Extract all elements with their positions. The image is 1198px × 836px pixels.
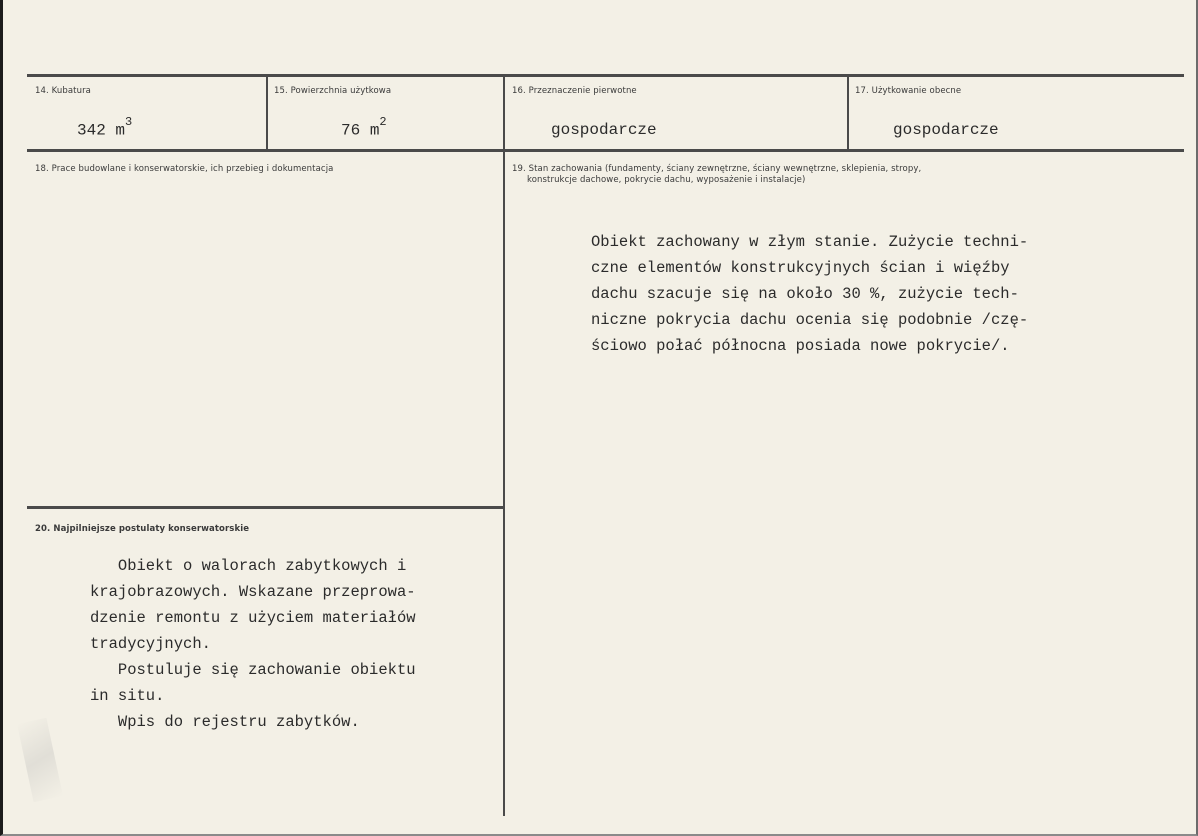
volume-unit: m: [115, 121, 126, 140]
row-divider: [27, 149, 1184, 152]
field-20-label: 20. Najpilniejsze postulaty konserwatorskie: [35, 524, 250, 534]
postulate-line: Postuluje się zachowanie obiektu: [90, 661, 416, 679]
field-19-label-line2: konstrukcje dachowe, pokrycie dachu, wyposażenie i instalacje): [527, 175, 806, 185]
section-20-divider: [27, 506, 504, 509]
col-divider-1: [266, 76, 268, 151]
field-19-label-line1: 19. Stan zachowania (fundamenty, ściany zewnętrzne, ściany wewnętrzne, sklepienia, stropy,: [512, 164, 922, 174]
condition-line: czne elementów konstrukcyjnych ścian i więźby: [591, 259, 1010, 277]
postulate-line: tradycyjnych.: [90, 635, 211, 653]
paper-smudge: [17, 718, 63, 802]
condition-line: ściowo połać północna posiada nowe pokrycie/.: [591, 337, 1010, 355]
condition-line: niczne pokrycia dachu ocenia się podobnie /czę-: [591, 311, 1029, 329]
area-unit-exponent: 2: [379, 115, 387, 129]
volume-unit-exponent: 3: [125, 115, 133, 129]
area-unit: m: [369, 121, 380, 140]
field-18-label: 18. Prace budowlane i konserwatorskie, ich przebieg i dokumentacja: [35, 164, 334, 174]
field-15-value: [341, 115, 387, 140]
postulate-line: dzenie remontu z użyciem materiałów: [90, 609, 416, 627]
field-16-value: gospodarcze: [551, 121, 657, 139]
field-15-label: 15. Powierzchnia użytkowa: [274, 86, 392, 96]
volume-number: 342: [77, 121, 106, 140]
postulate-line: Obiekt o walorach zabytkowych i: [90, 557, 407, 575]
postulate-line: Wpis do rejestru zabytków.: [90, 713, 360, 731]
postulate-line: in situ.: [90, 687, 165, 705]
field-14-value: [77, 115, 133, 140]
condition-line: dachu szacuje się na około 30 %, zużycie tech-: [591, 285, 1019, 303]
col-divider-main: [503, 76, 505, 816]
postulate-line: krajobrazowych. Wskazane przeprowa-: [90, 583, 416, 601]
field-17-value: gospodarcze: [893, 121, 999, 139]
condition-line: Obiekt zachowany w złym stanie. Zużycie techni-: [591, 233, 1029, 251]
field-16-label: 16. Przeznaczenie pierwotne: [512, 86, 637, 96]
field-14-label: 14. Kubatura: [35, 86, 91, 96]
col-divider-3: [847, 76, 849, 151]
top-rule: [27, 74, 1184, 77]
field-17-label: 17. Użytkowanie obecne: [855, 86, 962, 96]
area-number: 76: [341, 121, 361, 140]
